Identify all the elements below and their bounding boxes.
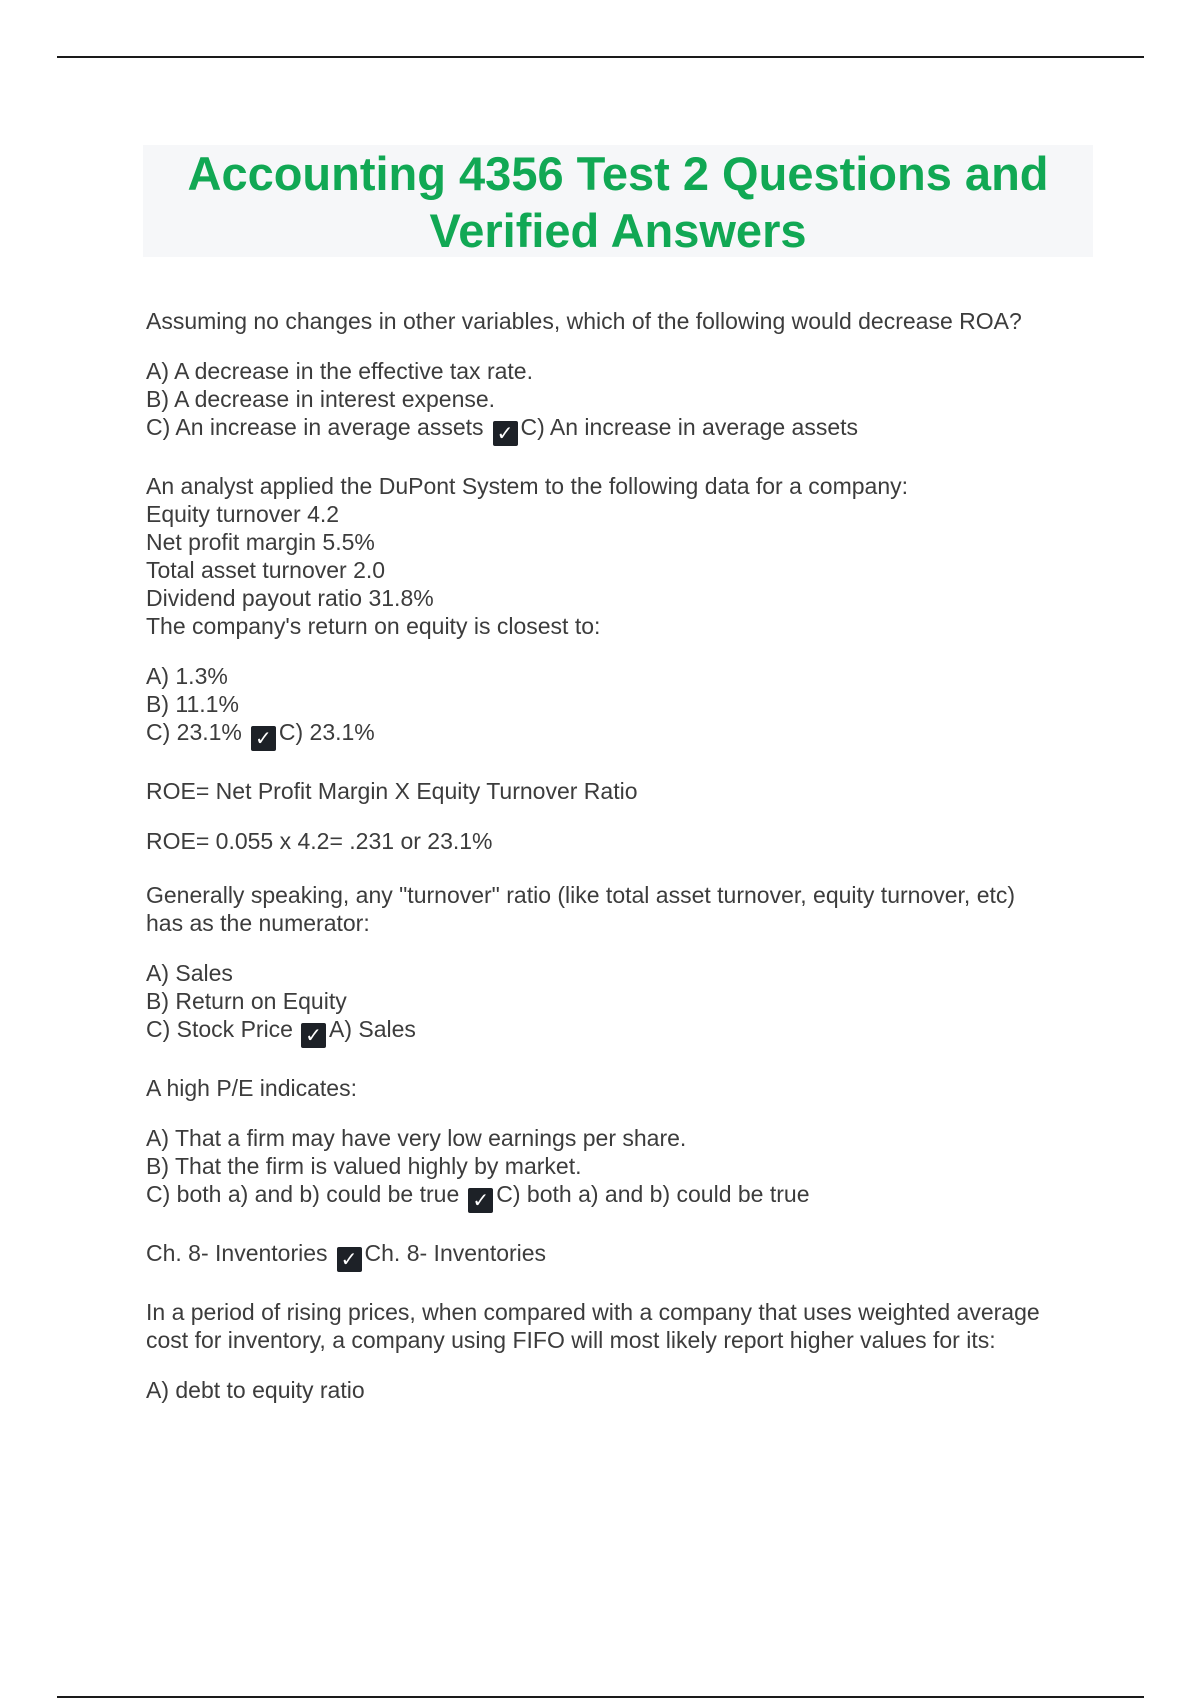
bottom-rule bbox=[57, 1696, 1144, 1698]
question-prompt: In a period of rising prices, when compared with a company that uses weighted average bbox=[146, 1299, 1040, 1325]
question-prompt: has as the numerator: bbox=[146, 910, 370, 936]
answer-option: B) A decrease in interest expense. bbox=[146, 386, 496, 412]
section-label: Ch. 8- Inventories bbox=[146, 1240, 328, 1266]
answer-option-with-key bbox=[146, 718, 1106, 751]
answer-option: A) Sales bbox=[146, 960, 233, 986]
correct-answer: C) An increase in average assets bbox=[520, 414, 859, 440]
answer-option: A) 1.3% bbox=[146, 663, 228, 689]
section-heading bbox=[146, 1239, 1106, 1272]
question-block bbox=[146, 1074, 1106, 1213]
question-block bbox=[146, 307, 1106, 446]
question-prompt: The company's return on equity is closest to: bbox=[146, 613, 601, 639]
correct-answer: C) both a) and b) could be true bbox=[496, 1181, 810, 1207]
checkmark-icon: ✓ bbox=[468, 1188, 493, 1213]
answer-option: B) Return on Equity bbox=[146, 988, 347, 1014]
correct-answer: Ch. 8- Inventories bbox=[364, 1240, 547, 1266]
question-block bbox=[146, 1298, 1106, 1404]
answer-option: A) debt to equity ratio bbox=[146, 1377, 365, 1403]
answer-option-with-key bbox=[146, 1180, 1106, 1213]
question-prompt: A high P/E indicates: bbox=[146, 1075, 357, 1101]
explanation-line: ROE= Net Profit Margin X Equity Turnover Ratio bbox=[146, 778, 638, 804]
question-block bbox=[146, 472, 1106, 855]
correct-answer: C) 23.1% bbox=[278, 719, 375, 745]
question-prompt: Generally speaking, any "turnover" ratio (like total asset turnover, equity turnover, etc) bbox=[146, 882, 1016, 908]
top-rule bbox=[57, 56, 1144, 58]
page-title-line-2: Verified Answers bbox=[429, 204, 807, 257]
answer-option: B) That the firm is valued highly by market. bbox=[146, 1153, 582, 1179]
answer-option: C) both a) and b) could be true bbox=[146, 1181, 460, 1207]
question-prompt: Assuming no changes in other variables, which of the following would decrease ROA? bbox=[146, 308, 1022, 334]
answer-option: B) 11.1% bbox=[146, 691, 239, 717]
answer-option: C) 23.1% bbox=[146, 719, 242, 745]
given-data-line: Net profit margin 5.5% bbox=[146, 529, 375, 555]
explanation-line: ROE= 0.055 x 4.2= .231 or 23.1% bbox=[146, 828, 493, 854]
answer-option-with-key bbox=[146, 1015, 1106, 1048]
document-body bbox=[146, 307, 1106, 1404]
given-data-line: Equity turnover 4.2 bbox=[146, 501, 340, 527]
checkmark-icon: ✓ bbox=[301, 1023, 326, 1048]
page-title-line-1: Accounting 4356 Test 2 Questions and bbox=[187, 147, 1049, 200]
answer-option: C) Stock Price bbox=[146, 1016, 293, 1042]
given-data-line: Dividend payout ratio 31.8% bbox=[146, 585, 434, 611]
checkmark-icon: ✓ bbox=[337, 1247, 362, 1272]
checkmark-icon: ✓ bbox=[493, 421, 518, 446]
question-prompt: An analyst applied the DuPont System to the following data for a company: bbox=[146, 473, 908, 499]
answer-option: C) An increase in average assets bbox=[146, 414, 484, 440]
given-data-line: Total asset turnover 2.0 bbox=[146, 557, 386, 583]
question-block bbox=[146, 881, 1106, 1048]
answer-option-with-key bbox=[146, 413, 1106, 446]
answer-option: A) That a firm may have very low earnings per share. bbox=[146, 1125, 687, 1151]
correct-answer: A) Sales bbox=[328, 1016, 416, 1042]
title-banner bbox=[143, 145, 1093, 257]
question-prompt: cost for inventory, a company using FIFO will most likely report higher values for its: bbox=[146, 1327, 996, 1353]
checkmark-icon: ✓ bbox=[251, 726, 276, 751]
answer-option: A) A decrease in the effective tax rate. bbox=[146, 358, 533, 384]
